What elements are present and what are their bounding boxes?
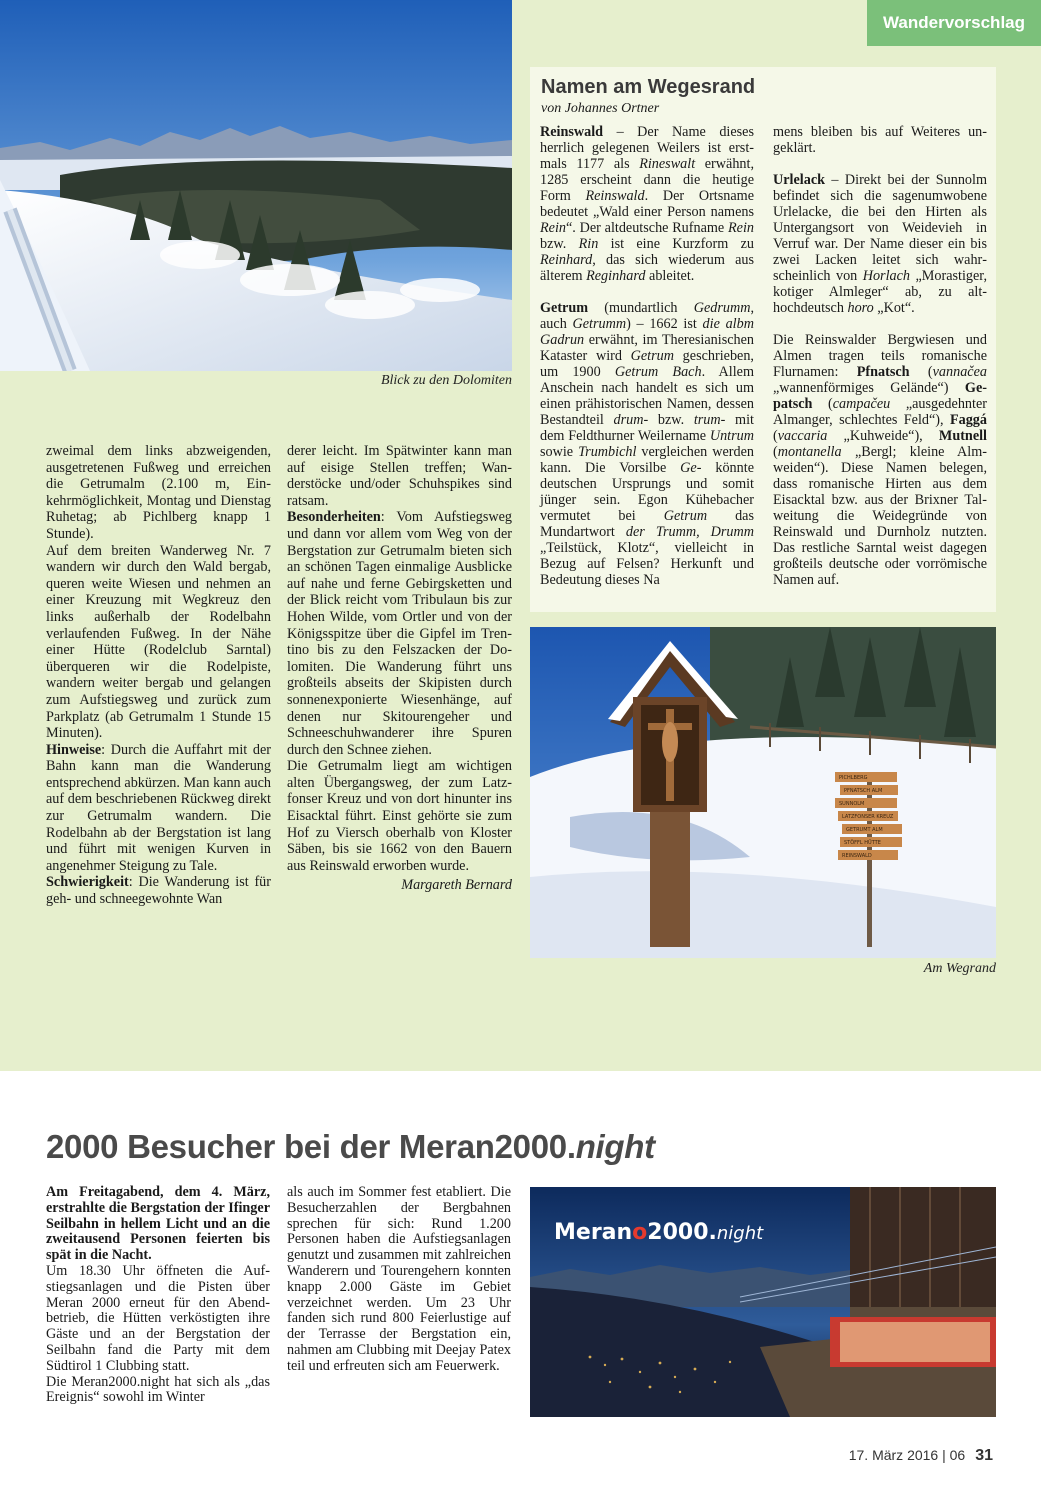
sidebar-box [530, 67, 996, 612]
footer-date: 17. März 2016 | 06 [848, 1447, 966, 1463]
news-column-2: als auch im Sommer fest etabliert. Die Besucherzahlen der Bergbahnen sprechen für sich: Rund 1.200 Personen haben die Aufstiegsanlagen genutzt und zusammen mit zahlreichen Wanderern und Tourengehern konnten knapp 2.000 Gäste im Gebiet verzeichnet werden. Um 23 Uhr fanden sich rund 800 Feierlustige auf der Terrasse der Bergstation ein, nahmen am Clubbing mit Deejay Patex teil und erfreuten sich am Feuerwerk. [287, 1184, 511, 1374]
signpost-label: SUNNOLM [839, 801, 865, 807]
signpost-label: PFNATSCH ALM [844, 788, 883, 794]
article-column-1: zweimal dem links abzweigenden, ausgetretenen Fußweg und erreichen die Getrumalm (2.100 m, Einkehrmöglichkeit, Montag und Dienstag Ruhetag; ab Pichlberg knapp 1 Stunde). Auf dem breiten Wanderweg Nr. 7 wandern wir durch den Wald bergab, queren weite Wiesen und nehmen an einer Kreuzung mit Wegkreuz den links außerhalb der Rodelbahn verlaufenden Fußweg. In der Nähe einer Hütte (Rodelclub Sarntal) überqueren wir die Rodelpiste, wandern weiter bergab und gelangen zum Aufstiegsweg und zurück zum Parkplatz (ab Getrumalm 1 Stunde 15 Minuten). Hinweise: Durch die Auffahrt mit der Bahn kann man die Wanderung entsprechend abkürzen. Man kann auch auf dem beschriebenen Rückweg direkt zur Getrumalm wandern. Die Rodelbahn ab der Bergstation ist lang und führt mit wenigen Kurven in angenehmer Steigung zu Tale. Schwierigkeit: Die Wanderung ist für geh- und schneegewohnte Wan [46, 443, 271, 908]
svg-text:Merano2000.night [554, 1220, 764, 1245]
signpost-label: LATZFONSER KREUZ [842, 814, 894, 820]
section-tag: Wandervorschlag [867, 0, 1041, 46]
sidebar-column-2: mens bleiben bis auf Weiteres ungeklärt. Urlelack – Direkt bei der Sunnolm befindet sich die sagenumwobene Urlelacke, die bei den Hirten als Untergangsort von Weidevieh in Verruf war. Der Name dieser ein bis zwei Lacken leitet sich wahrscheinlich von Horlach „Morastiger, kotiger Almleger“ ab, zu althochdeutsch horo „Kot“. Die Reinswalder Bergwiesen und Almen tragen teils romanische Flurnamen: Pfnatsch (vannačea „wannenförmiges Gelände“) Gepatsch (campačeu „ausgedehnter Almanger, schlechtes Feld“), Faggá (vaccaria „Kuhweide“), Mutnell (montanella „Bergl; kleine Almweiden“). Diese Namen belegen, dass romanische Hirten aus dem Eisacktal bzw. aus der Brixner Talweitung die Weidegründe von Reinswald und Durnholz nutzten. Das restliche Sarntal weist dagegen großteils deutsche oder vorrömische Namen auf. [773, 124, 987, 588]
meran-logo-dot: o [632, 1220, 648, 1245]
article-signature: Margareth Bernard [401, 877, 512, 894]
signpost-label: STÖFFL HÜTTE [844, 840, 881, 846]
page-number: 31 [975, 1447, 993, 1464]
sidebar-author: von Johannes Ortner [541, 101, 660, 116]
signpost-label: PICHLBERG [839, 775, 868, 781]
wayside-cross-photo [530, 627, 996, 958]
news-headline-main: 2000 Besucher bei der Meran2000. [46, 1128, 576, 1165]
sidebar-column-1: Reinswald – Der Name dieses herrlich gelegenen Weilers ist erstmals 1177 als Rineswalt erwähnt, 1285 erscheint dann die heutige Form Reinswald. Der Ortsname bedeutet „Wald einer Person namens Rein“. Der altdeutsche Rufname Rein bzw. Rin ist eine Kurzform zu Reinhard, das sich wiederum aus älterem Reginhard ableitet. Getrum (mundartlich Gedrumm, auch Getrumm) – 1662 ist die albm Gadrun erwähnt, im Theresianischen Kataster wird Getrum geschrieben, um 1900 Getrum Bach. Allem Anschein nach handelt es sich um einen prähistorischen Namen, dessen Bestandteil drum- bzw. trum- mit dem Feldthurner Weilername Untrum sowie Trumbichl vergleichen werden kann. Die Vorsilbe Ge- könnte deutschen Ursprungs und somit jünger sein. Egon Kühebacher vermutet bei Getrum das Mundartwort der Trumm, Drumm „Teilstück, Klotz“, vielleicht in Bezug auf Felsen? Herkunft und Bedeutung dieses Na [540, 124, 754, 588]
news-column-1-text: Um 18.30 Uhr öffneten die Aufstiegsanlagen und die Pisten über Meran 2000 erneut für den Abendbetrieb, die Hütten verköstigten ihre Gäste und an der Bergstation der Seilbahn fand die Party mit dem Südtirol 1 Clubbing statt. Die Meran2000.night hat sich als „das Ereignis“ sowohl im Winter [46, 1262, 270, 1406]
news-lead: Am Freitagabend, dem 4. März, erstrahlte die Bergstation der Ifinger Seilbahn in hellem Licht und an die zweitausend Personen feierten bis spät in die Nacht. [46, 1184, 270, 1264]
article-column-2-text: derer leicht. Im Spätwinter kann man auf eisige Stellen treffen; Wanderstöcke und/oder Schuhspikes sind ratsam. Besonderheiten: Vom Aufstiegsweg und dann vor allem vom Weg von der Bergstation zur Getrumalm bieten sich an schönen Tagen einmalige Ausblicke auf nahe und ferne Gebirgsketten und der Blick reicht vom Tribulaun bis zur Hohen Wilde, vom Ortler und von der Königsspitze über die Gipfel im Trentino bis zu den Felszacken der Dolomiten. Die Wanderung führt uns großteils abseits der Skipisten durch sonnenexponierte Wiesenhänge, auf denen nur Skitourengeher und Schneeschuhwanderer ihre Spuren durch den Schnee ziehen. Die Getrumalm liegt am wichtigen alten Übergangsweg, der zum Latzfonser Kreuz und von dort hinunter ins Eisacktal führt. Einst gehörte sie zum Hof zu Viersch oberhalb von Kloster Säben, bis sie 1662 von den Bauern aus Reinswald erworben wurde. [287, 443, 512, 874]
news-column-1 [46, 1185, 270, 1406]
article-column-2 [287, 443, 512, 894]
dolomites-caption: Blick zu den Dolomiten [380, 373, 512, 388]
meran-logo-night: night [716, 1223, 764, 1244]
news-headline-italic: night [575, 1128, 655, 1165]
page-footer [849, 1447, 993, 1465]
signpost-label: GETRUMT ALM [846, 827, 883, 833]
sidebar-title: Namen am Wegesrand [541, 76, 756, 98]
dolomites-photo [0, 0, 512, 371]
meran-logo-part-b: 2000. [647, 1220, 717, 1245]
news-headline [46, 1128, 655, 1166]
signpost-label: REINSWALD [842, 853, 872, 859]
meran2000-night-photo [530, 1187, 996, 1417]
wayside-cross-caption: Am Wegrand [923, 961, 996, 976]
meran-logo-part-a: Meran [554, 1220, 633, 1245]
